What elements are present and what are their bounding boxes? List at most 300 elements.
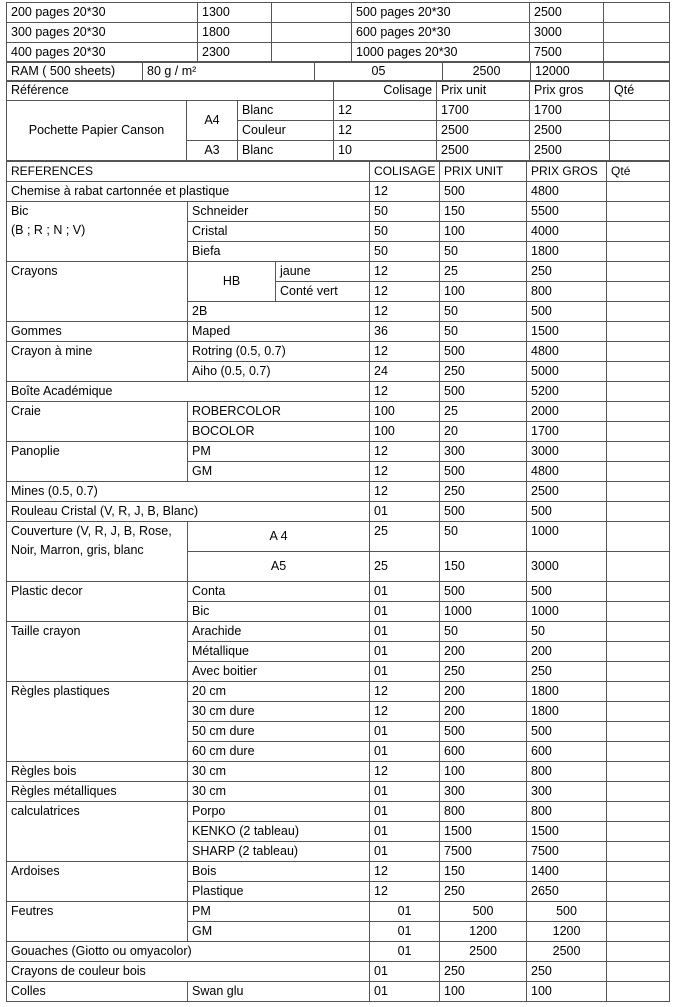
item-prix-unit: 500 [440,342,527,362]
qty-cell [607,482,670,502]
item-prix-gros: 1400 [527,862,607,882]
item-prix-unit: 250 [440,962,527,982]
item-label: calculatrices [7,802,188,862]
qty-cell [607,842,670,862]
item-colisage: 12 [370,342,440,362]
cahier-price: 2300 [198,43,272,63]
item-prix-unit: 500 [440,582,527,602]
qty-cell [607,802,670,822]
item-variant: 60 cm dure [188,742,370,762]
cahier-label: 400 pages 20*30 [7,43,198,63]
item-colisage: 100 [370,402,440,422]
table-row [7,23,670,43]
item-prix-unit: 100 [440,282,527,302]
table-header-row [7,81,670,101]
item-prix-gros: 100 [527,982,607,1002]
qty-cell [272,3,352,23]
item-variant: Rotring (0.5, 0.7) [188,342,370,362]
item-colisage: 01 [370,902,440,922]
item-prix-unit: 500 [440,382,527,402]
qty-cell [272,23,352,43]
item-prix-gros: 500 [527,722,607,742]
table-row [7,682,670,702]
item-label: Crayon à mine [7,342,188,382]
table-row [7,502,670,522]
qty-cell [607,462,670,482]
cahier-price: 3000 [530,23,604,43]
cahier-price: 1300 [198,3,272,23]
qty-cell [610,101,670,121]
qty-cell [607,742,670,762]
item-variant: KENKO (2 tableau) [188,822,370,842]
item-variant: A 4 [188,522,370,552]
item-prix-unit: 500 [440,502,527,522]
header-references: REFERENCES [7,162,370,182]
item-prix-unit: 500 [440,462,527,482]
item-prix-unit: 2500 [440,942,527,962]
item-prix-gros: 800 [527,762,607,782]
table-row [7,782,670,802]
item-colisage: 01 [370,662,440,682]
item-label: Ardoises [7,862,188,902]
item-prix-unit: 250 [440,662,527,682]
table-row [7,342,670,362]
item-prix-gros: 1500 [527,822,607,842]
qty-cell [607,882,670,902]
canson-prix-unit: 2500 [437,121,530,141]
table-row [7,482,670,502]
table-row [7,262,670,282]
item-label: Crayons [7,262,188,322]
item-prix-unit: 500 [440,182,527,202]
item-colisage: 01 [370,622,440,642]
item-prix-unit: 600 [440,742,527,762]
canson-colisage: 10 [334,141,437,161]
qty-cell [607,202,670,222]
ram-prix-gros: 12000 [531,62,604,82]
ram-label: RAM ( 500 sheets) [7,62,143,82]
table-row [7,402,670,422]
item-prix-unit: 100 [440,762,527,782]
ram-table [6,61,670,82]
item-prix-gros: 800 [527,802,607,822]
item-variant: Métallique [188,642,370,662]
canson-table [6,80,670,161]
canson-type: Blanc [238,101,334,121]
item-colisage: 01 [370,502,440,522]
cahier-label: 300 pages 20*30 [7,23,198,43]
table-row [7,982,670,1002]
item-colisage: 01 [370,782,440,802]
item-variant: A5 [188,552,370,582]
item-variant: 30 cm [188,762,370,782]
item-prix-gros: 600 [527,742,607,762]
item-prix-unit: 25 [440,402,527,422]
item-variant: PM [188,902,370,922]
qty-cell [607,302,670,322]
canson-label: Pochette Papier Canson [7,101,187,161]
item-colisage: 50 [370,242,440,262]
item-variant: Biefa [188,242,370,262]
item-variant: Arachide [188,622,370,642]
item-prix-gros: 1200 [527,922,607,942]
item-variant: Conta [188,582,370,602]
item-colisage: 100 [370,422,440,442]
item-prix-unit: 50 [440,622,527,642]
table-row [7,622,670,642]
item-colisage: 01 [370,942,440,962]
bic-colors: (B ; R ; N ; V) [11,223,86,237]
item-prix-gros: 500 [527,302,607,322]
item-prix-unit: 150 [440,552,527,582]
qty-cell [607,442,670,462]
table-row [7,182,670,202]
item-colisage: 01 [370,742,440,762]
qty-cell [607,402,670,422]
item-prix-gros: 800 [527,282,607,302]
item-prix-gros: 1800 [527,682,607,702]
item-prix-gros: 5500 [527,202,607,222]
table-row [7,382,670,402]
item-colisage: 12 [370,302,440,322]
canson-colisage: 12 [334,121,437,141]
item-prix-gros: 500 [527,502,607,522]
item-colisage: 24 [370,362,440,382]
header-reference: Référence [7,81,334,101]
item-prix-gros: 2500 [527,482,607,502]
item-prix-gros: 4800 [527,462,607,482]
item-colisage: 12 [370,682,440,702]
item-label: Plastic decor [7,582,188,622]
cahiers-table [6,2,670,63]
item-prix-unit: 50 [440,302,527,322]
table-row [7,43,670,63]
item-prix-gros: 5000 [527,362,607,382]
item-variant: 30 cm dure [188,702,370,722]
item-colisage: 50 [370,222,440,242]
qty-cell [610,121,670,141]
item-colisage: 01 [370,962,440,982]
item-label: Couverture (V, R, J, B, Rose, Noir, Marron, gris, blanc [7,522,188,582]
cahier-price: 1800 [198,23,272,43]
item-prix-gros: 2650 [527,882,607,902]
qty-cell [607,422,670,442]
table-row [7,202,670,222]
item-prix-gros: 1800 [527,702,607,722]
item-prix-unit: 250 [440,362,527,382]
header-qte: Qté [607,162,670,182]
item-label: Règles bois [7,762,188,782]
item-prix-unit: 1500 [440,822,527,842]
cahier-price: 7500 [530,43,604,63]
qty-cell [607,682,670,702]
item-prix-unit: 7500 [440,842,527,862]
item-variant: Bic [188,602,370,622]
header-colisage: COLISAGE [370,162,440,182]
qty-cell [607,962,670,982]
item-prix-gros: 2000 [527,402,607,422]
canson-type: Blanc [238,141,334,161]
item-label: Chemise à rabat cartonnée et plastique [7,182,370,202]
item-variant: Maped [188,322,370,342]
item-variant: GM [188,922,370,942]
item-prix-unit: 100 [440,982,527,1002]
qty-cell [607,242,670,262]
item-variant: HB [188,262,276,302]
item-colisage: 25 [370,522,440,552]
item-prix-gros: 4800 [527,342,607,362]
qty-cell [607,762,670,782]
item-label: Gommes [7,322,188,342]
item-label: Règles plastiques [7,682,188,762]
item-colisage: 01 [370,582,440,602]
item-variant: Porpo [188,802,370,822]
item-prix-gros: 7500 [527,842,607,862]
table-header-row [7,162,670,182]
cahier-label: 500 pages 20*30 [352,3,530,23]
cahier-label: 1000 pages 20*30 [352,43,530,63]
item-label: Mines (0.5, 0.7) [7,482,370,502]
item-prix-unit: 300 [440,782,527,802]
qty-cell [607,262,670,282]
qty-cell [607,582,670,602]
table-row [7,802,670,822]
qty-cell [272,43,352,63]
item-label: Feutres [7,902,188,942]
item-prix-gros: 250 [527,962,607,982]
item-colisage: 01 [370,722,440,742]
item-label: Rouleau Cristal (V, R, J, B, Blanc) [7,502,370,522]
item-prix-unit: 500 [440,902,527,922]
item-prix-gros: 5200 [527,382,607,402]
item-prix-unit: 20 [440,422,527,442]
item-prix-gros: 3000 [527,442,607,462]
item-prix-unit: 25 [440,262,527,282]
item-prix-unit: 1200 [440,922,527,942]
item-variant: 30 cm [188,782,370,802]
item-label: Crayons de couleur bois [7,962,370,982]
qty-cell [607,982,670,1002]
item-prix-gros: 50 [527,622,607,642]
item-variant: Swan glu [188,982,370,1002]
item-variant: Cristal [188,222,370,242]
qty-cell [607,322,670,342]
table-row [7,62,670,82]
item-prix-unit: 250 [440,882,527,902]
item-prix-gros: 500 [527,902,607,922]
item-prix-unit: 200 [440,702,527,722]
qty-cell [604,62,670,82]
item-variant: Aiho (0.5, 0.7) [188,362,370,382]
item-colisage: 36 [370,322,440,342]
item-prix-unit: 50 [440,522,527,552]
item-colisage: 25 [370,552,440,582]
qty-cell [607,382,670,402]
item-prix-unit: 50 [440,322,527,342]
table-row [7,762,670,782]
ram-prix-unit: 2500 [443,62,531,82]
cahier-label: 600 pages 20*30 [352,23,530,43]
item-colisage: 01 [370,642,440,662]
qty-cell [607,942,670,962]
item-prix-gros: 2500 [527,942,607,962]
item-variant: ROBERCOLOR [188,402,370,422]
item-prix-unit: 50 [440,242,527,262]
item-colisage: 12 [370,762,440,782]
table-row [7,862,670,882]
qty-cell [607,362,670,382]
item-prix-unit: 150 [440,202,527,222]
qty-cell [607,602,670,622]
item-label: Craie [7,402,188,442]
item-prix-unit: 300 [440,442,527,462]
table-row [7,442,670,462]
qty-cell [604,23,670,43]
qty-cell [607,702,670,722]
item-colisage: 01 [370,822,440,842]
qty-cell [607,662,670,682]
table-row [7,962,670,982]
format-a3: A3 [187,141,238,161]
item-label: Colles [7,982,188,1002]
canson-prix-gros: 2500 [530,121,610,141]
item-prix-gros: 500 [527,582,607,602]
qty-cell [604,43,670,63]
item-colisage: 01 [370,802,440,822]
item-variant: Schneider [188,202,370,222]
item-prix-unit: 150 [440,862,527,882]
item-prix-gros: 1700 [527,422,607,442]
item-variant: PM [188,442,370,462]
item-variant: SHARP (2 tableau) [188,842,370,862]
header-qte: Qté [610,81,670,101]
header-prix-unit: PRIX UNIT [440,162,527,182]
qty-cell [607,342,670,362]
item-prix-gros: 1500 [527,322,607,342]
item-label: Taille crayon [7,622,188,682]
item-prix-unit: 1000 [440,602,527,622]
item-prix-gros: 1800 [527,242,607,262]
cahier-price: 2500 [530,3,604,23]
canson-type: Couleur [238,121,334,141]
item-prix-gros: 250 [527,262,607,282]
qty-cell [607,922,670,942]
table-row [7,3,670,23]
item-prix-gros: 250 [527,662,607,682]
item-colisage: 12 [370,702,440,722]
qty-cell [607,182,670,202]
cahier-label: 200 pages 20*30 [7,3,198,23]
item-label: Boîte Académique [7,382,370,402]
header-prix-gros: PRIX GROS [527,162,607,182]
item-variant: Avec boitier [188,662,370,682]
table-row [7,522,670,552]
item-prix-gros: 3000 [527,552,607,582]
item-variant: 50 cm dure [188,722,370,742]
item-variant: Plastique [188,882,370,902]
qty-cell [607,222,670,242]
canson-colisage: 12 [334,101,437,121]
qty-cell [607,782,670,802]
item-colisage: 12 [370,862,440,882]
item-colisage: 12 [370,442,440,462]
table-row [7,942,670,962]
item-variant: BOCOLOR [188,422,370,442]
qty-cell [607,502,670,522]
item-variant: 20 cm [188,682,370,702]
table-row [7,322,670,342]
item-colisage: 12 [370,282,440,302]
item-prix-unit: 200 [440,682,527,702]
item-prix-gros: 4800 [527,182,607,202]
references-table [6,161,670,1002]
qty-cell [607,552,670,582]
table-row [7,902,670,922]
item-prix-gros: 4000 [527,222,607,242]
header-prix-unit: Prix unit [437,81,530,101]
item-label: Panoplie [7,442,188,482]
format-a4: A4 [187,101,238,141]
qty-cell [607,522,670,552]
item-prix-unit: 800 [440,802,527,822]
qty-cell [607,822,670,842]
canson-prix-gros: 1700 [530,101,610,121]
item-prix-gros: 1000 [527,522,607,552]
table-row [7,101,670,121]
item-prix-gros: 300 [527,782,607,802]
item-colisage: 50 [370,202,440,222]
qty-cell [604,3,670,23]
qty-cell [610,141,670,161]
item-colisage: 12 [370,382,440,402]
item-colisage: 12 [370,482,440,502]
item-prix-unit: 500 [440,722,527,742]
item-colisage: 01 [370,982,440,1002]
item-variant: GM [188,462,370,482]
item-variant: Conté vert [276,282,370,302]
qty-cell [607,902,670,922]
bic-label: Bic [11,204,29,218]
canson-prix-unit: 1700 [437,101,530,121]
item-prix-gros: 200 [527,642,607,662]
ram-grammage: 80 g / m² [143,62,315,82]
item-colisage: 01 [370,602,440,622]
item-variant: 2B [188,302,370,322]
item-variant: Bois [188,862,370,882]
qty-cell [607,282,670,302]
item-prix-gros: 1000 [527,602,607,622]
item-colisage: 12 [370,182,440,202]
qty-cell [607,622,670,642]
canson-prix-unit: 2500 [437,141,530,161]
header-colisage: Colisage [334,81,437,101]
table-row [7,582,670,602]
qty-cell [607,642,670,662]
item-colisage: 01 [370,842,440,862]
item-colisage: 12 [370,262,440,282]
item-colisage: 12 [370,462,440,482]
item-prix-unit: 250 [440,482,527,502]
item-label [7,202,188,262]
item-label: Règles métalliques [7,782,188,802]
header-prix-gros: Prix gros [530,81,610,101]
item-prix-unit: 200 [440,642,527,662]
item-label: Gouaches (Giotto ou omyacolor) [7,942,370,962]
canson-prix-gros: 2500 [530,141,610,161]
item-colisage: 12 [370,882,440,902]
ram-colisage: 05 [315,62,443,82]
qty-cell [607,862,670,882]
